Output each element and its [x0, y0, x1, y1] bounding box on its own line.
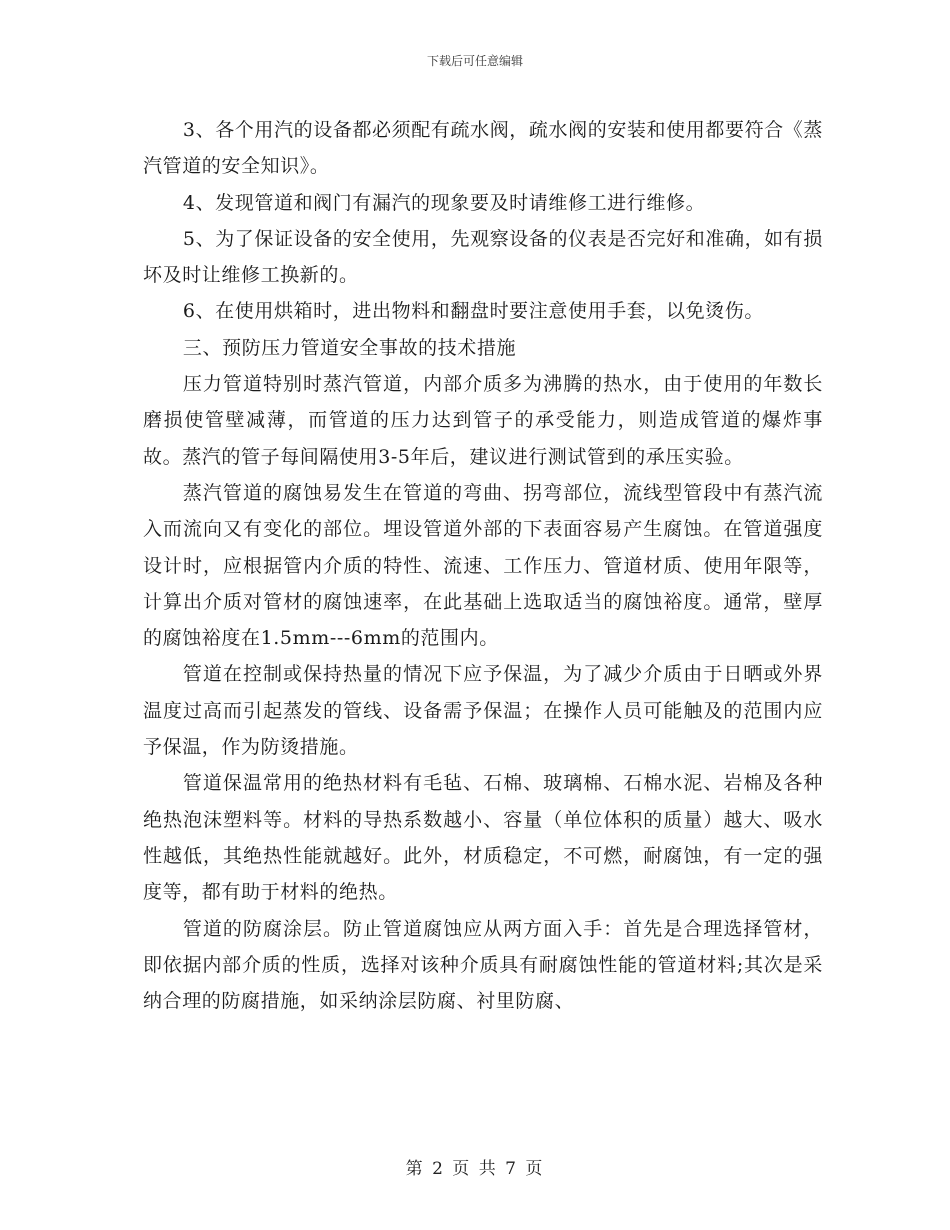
paragraph-pressure-pipe: 压力管道特别时蒸汽管道，内部介质多为沸腾的热水，由于使用的年数长磨损使管壁减薄，而管道的压力达到管子的承受能力，则造成管道的爆炸事故。蒸汽的管子每间隔使用3-5年后，建议进行测试管到的承压实验。 [143, 373, 823, 468]
page-number: 第 2 页 共 7 页 [405, 1159, 545, 1179]
page-header-note: 下载后可任意编辑 [426, 54, 523, 68]
section-heading: 三、预防压力管道安全事故的技术措施 [182, 336, 517, 359]
paragraph-item-4: 4、发现管道和阀门有漏汽的现象要及时请维修工进行维修。 [182, 191, 706, 214]
paragraph-item-3: 3、各个用汽的设备都必须配有疏水阀，疏水阀的安装和使用都要符合《蒸汽管道的安全知识》。 [143, 119, 823, 178]
document-body [143, 112, 823, 1019]
paragraph-anticorrosion-coating: 管道的防腐涂层。防止管道腐蚀应从两方面入手：首先是合理选择管材，即依据内部介质的性质，选择对该种介质具有耐腐蚀性能的管道材料;其次是采纳合理的防腐措施，如采纳涂层防腐、衬里防腐、 [143, 917, 823, 1013]
paragraph-corrosion: 蒸汽管道的腐蚀易发生在管道的弯曲、拐弯部位，流线型管段中有蒸汽流入而流向又有变化的部位。埋设管道外部的下表面容易产生腐蚀。在管道强度设计时，应根据管内介质的特性、流速、工作压力、管道材质、使用年限等，计算出介质对管材的腐蚀速率，在此基础上选取适当的腐蚀裕度。通常，壁厚的腐蚀裕度在1.5mm---6mm的范围内。 [143, 481, 823, 650]
paragraph-insulation: 管道在控制或保持热量的情况下应予保温，为了减少介质由于日晒或外界温度过高而引起蒸发的管线、设备需予保温；在操作人员可能触及的范围内应予保温，作为防烫措施。 [143, 663, 823, 759]
paragraph-item-6: 6、在使用烘箱时，进出物料和翻盘时要注意使用手套，以免烫伤。 [182, 300, 764, 323]
paragraph-item-5: 5、为了保证设备的安全使用，先观察设备的仪表是否完好和准确，如有损坏及时让维修工换新的。 [143, 227, 823, 287]
paragraph-insulation-materials: 管道保温常用的绝热材料有毛毡、石棉、玻璃棉、石棉水泥、岩棉及各种绝热泡沫塑料等。材料的导热系数越小、容量（单位体积的质量）越大、吸水性越低，其绝热性能就越好。此外，材质稳定，不可燃，耐腐蚀，有一定的强度等，都有助于材料的绝热。 [143, 772, 823, 904]
